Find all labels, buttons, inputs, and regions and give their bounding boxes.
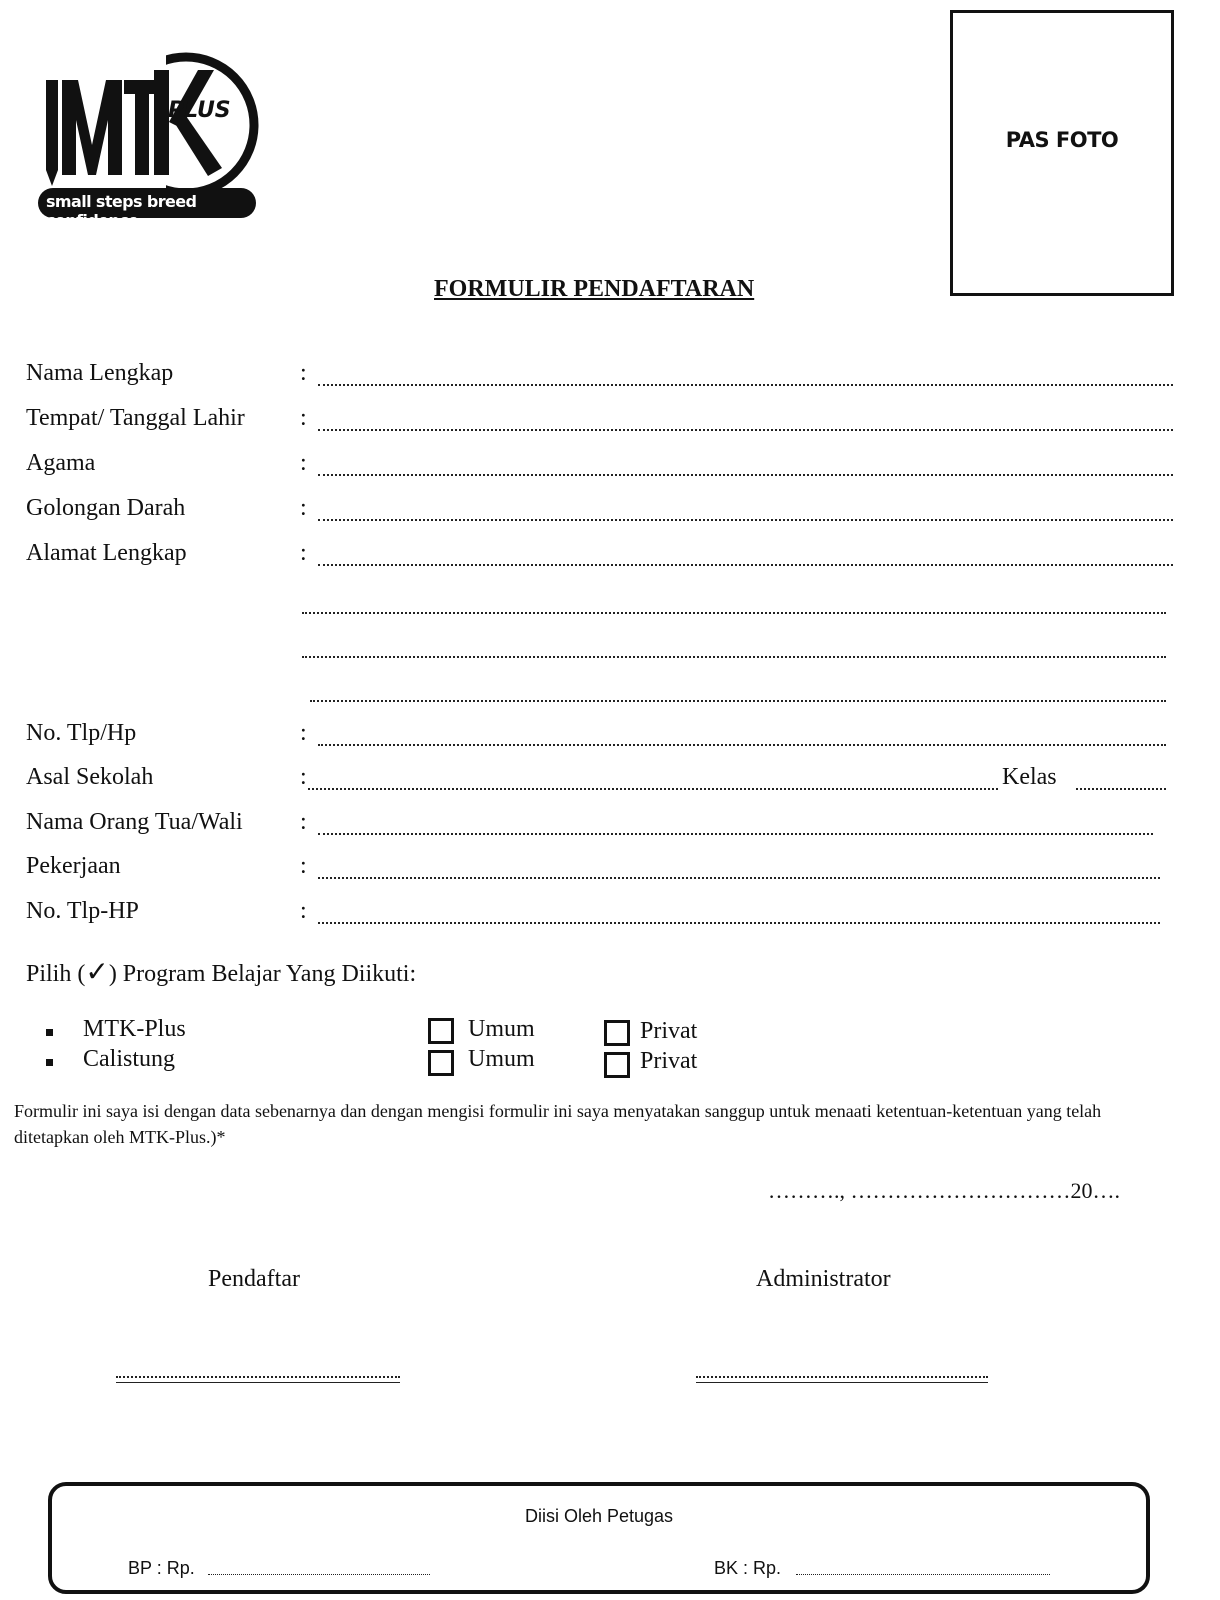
signature-line-administrator[interactable] bbox=[696, 1376, 988, 1378]
mtk-umum-checkbox[interactable] bbox=[428, 1018, 454, 1044]
field-label: Nama Orang Tua/Wali bbox=[26, 809, 243, 835]
field-colon: : bbox=[300, 495, 307, 521]
kelas-field[interactable] bbox=[1076, 788, 1166, 790]
field-label: Golongan Darah bbox=[26, 495, 186, 521]
logo-plus-text: PLUS bbox=[168, 98, 231, 123]
calistung-umum-checkbox[interactable] bbox=[428, 1050, 454, 1076]
calistung-privat-checkbox[interactable] bbox=[604, 1052, 630, 1078]
bullet-icon bbox=[46, 1029, 53, 1036]
tempat-tanggal-lahir-field[interactable] bbox=[318, 429, 1173, 431]
bp-field[interactable] bbox=[208, 1574, 430, 1575]
field-label: Tempat/ Tanggal Lahir bbox=[26, 405, 245, 431]
field-label: Alamat Lengkap bbox=[26, 540, 187, 566]
agama-field[interactable] bbox=[318, 474, 1173, 476]
option-label: Umum bbox=[468, 1046, 535, 1072]
alamat-field-line-2[interactable] bbox=[302, 612, 1166, 614]
option-label: Umum bbox=[468, 1016, 535, 1042]
logo-tagline: small steps breed confidence bbox=[46, 192, 197, 230]
bullet-icon bbox=[46, 1059, 53, 1066]
field-label: Nama Lengkap bbox=[26, 360, 174, 386]
form-title: FORMULIR PENDAFTARAN bbox=[434, 276, 755, 302]
option-label: Privat bbox=[640, 1018, 698, 1044]
pekerjaan-field[interactable] bbox=[318, 877, 1160, 879]
golongan-darah-field[interactable] bbox=[318, 519, 1173, 521]
prompt-text: ) Program Belajar Yang Diikuti: bbox=[108, 961, 417, 987]
officer-box bbox=[48, 1482, 1150, 1594]
bk-label: BK : Rp. bbox=[714, 1558, 782, 1578]
statement-text: Formulir ini saya isi dengan data sebenarnya dan dengan mengisi formulir ini saya menyatakan sanggup untuk menaati ketentuan-ketentuan yang telah ditetapkan oleh MTK-Plus.)* bbox=[14, 1101, 1102, 1147]
asal-sekolah-field[interactable] bbox=[308, 788, 998, 790]
alamat-field-line-1[interactable] bbox=[318, 564, 1173, 566]
signature-underline bbox=[116, 1382, 400, 1383]
field-colon: : bbox=[300, 853, 307, 879]
signature-label-pendaftar: Pendaftar bbox=[208, 1266, 300, 1292]
kelas-label: Kelas bbox=[1002, 764, 1057, 790]
bk-field[interactable] bbox=[796, 1574, 1050, 1575]
nama-lengkap-field[interactable] bbox=[318, 384, 1173, 386]
alamat-field-line-4[interactable] bbox=[310, 700, 1166, 702]
program-name: MTK-Plus bbox=[83, 1016, 186, 1042]
mtk-privat-checkbox[interactable] bbox=[604, 1020, 630, 1046]
option-label: Privat bbox=[640, 1048, 698, 1074]
date-line[interactable]: ………., …………………………20…. bbox=[768, 1178, 1120, 1203]
no-tlp-hp-field[interactable] bbox=[318, 922, 1160, 924]
bp-label: BP : Rp. bbox=[128, 1558, 195, 1578]
field-label: No. Tlp/Hp bbox=[26, 720, 137, 746]
nama-orang-tua-field[interactable] bbox=[318, 833, 1153, 835]
field-colon: : bbox=[300, 809, 307, 835]
photo-box bbox=[950, 10, 1174, 296]
checkmark-icon: ✓ bbox=[85, 955, 109, 988]
officer-box-title: Diisi Oleh Petugas bbox=[524, 1506, 674, 1526]
field-colon: : bbox=[300, 405, 307, 431]
signature-underline bbox=[696, 1382, 988, 1383]
logo bbox=[36, 50, 266, 230]
signature-label-administrator: Administrator bbox=[756, 1266, 891, 1292]
no-tlp-field[interactable] bbox=[318, 744, 1166, 746]
field-colon: : bbox=[300, 450, 307, 476]
program-name: Calistung bbox=[83, 1046, 176, 1072]
field-label: Agama bbox=[26, 450, 96, 476]
field-colon: : bbox=[300, 540, 307, 566]
field-colon: : bbox=[300, 898, 307, 924]
field-colon: : bbox=[300, 764, 307, 790]
alamat-field-line-3[interactable] bbox=[302, 656, 1166, 658]
field-label: Asal Sekolah bbox=[26, 764, 154, 790]
field-label: No. Tlp-HP bbox=[26, 898, 139, 924]
photo-box-label: PAS FOTO bbox=[1005, 128, 1119, 152]
field-colon: : bbox=[300, 360, 307, 386]
field-label: Pekerjaan bbox=[26, 853, 121, 879]
signature-line-pendaftar[interactable] bbox=[116, 1376, 400, 1378]
prompt-text: Pilih ( bbox=[26, 961, 86, 987]
field-colon: : bbox=[300, 720, 307, 746]
program-prompt bbox=[26, 955, 416, 988]
